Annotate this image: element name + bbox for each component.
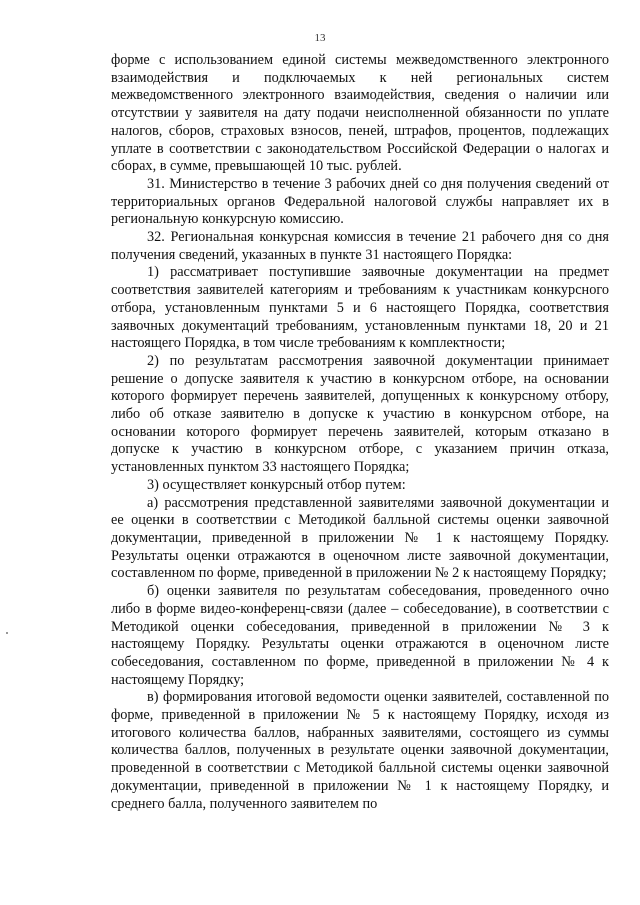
- document-body: [111, 52, 609, 813]
- page-number: 13: [314, 32, 326, 44]
- paragraph-32-item-3: 3) осуществляет конкурсный отбор путем:: [147, 476, 406, 493]
- paragraph-31: 31. Министерство в течение 3 рабочих дней со дня получения сведений от территориальных органов Федеральной налоговой службы направляет их в региональную конкурсную комиссию.: [111, 175, 609, 228]
- paragraph-32-item-3a: а) рассмотрения представленной заявителями заявочной документации и ее оценки в соответствии с Методикой балльной системы оценки заявочной документации, приведенной в приложении № 1 к настоящему Порядку. Результаты оценки отражаются в оценочном листе заявочной документации, составленном по форме, приведенной в приложении № 2 к настоящему Порядку;: [111, 494, 609, 582]
- paragraph-32: 32. Региональная конкурсная комиссия в течение 21 рабочего дня со дня получения сведений, указанных в пункте 31 настоящего Порядка:: [111, 229, 609, 263]
- paragraph-continuation: форме с использованием единой системы межведомственного электронного взаимодействия и подключаемых к ней региональных систем межведомственного электронного взаимодействия, сведения о наличии или отсутствии у заявителя на дату подачи неисполненной обязанности по уплате налогов, сборов, страховых взносов, пеней, штрафов, процентов, подлежащих уплате в соответствии с законодательством Российской Федерации о налогах и сборах, в сумме, превышающей 10 тыс. рублей.: [111, 52, 609, 175]
- paragraph-32-item-3b: б) оценки заявителя по результатам собеседования, проведенного очно либо в форме видео-конференц-связи (далее – собеседование), в соответствии с Методикой оценки собеседования, приведенной в приложении № 3 к настоящему Порядку. Результаты оценки отражаются в оценочном листе собеседования, составленном по форме, приведенной в приложении № 4 к настоящему Порядку;: [111, 583, 609, 688]
- margin-mark: [6, 632, 8, 634]
- paragraph-32-item-2: 2) по результатам рассмотрения заявочной документации принимает решение о допуске заявителя к участию в конкурсном отборе, на основании которого формирует перечень заявителей, допущенных к конкурсному отбору, либо об отказе заявителю в допуске к участию в конкурсном отборе, на основании которого формирует перечень заявителей, которым отказано в допуске к участию в конкурсном отборе, с указанием причин отказа, установленных пунктом 33 настоящего Порядка;: [111, 352, 609, 476]
- paragraph-32-item-1: 1) рассматривает поступившие заявочные документации на предмет соответствия заявителей категориям и требованиям к участникам конкурсного отбора, установленным пунктами 5 и 6 настоящего Порядка, соответствия заявочных документаций требованиям, установленным пунктами 18, 20 и 21 настоящего Порядка, в том числе требованиям к комплектности;: [111, 264, 609, 352]
- paragraph-32-item-3v: в) формирования итоговой ведомости оценки заявителей, составленной по форме, приведенной в приложении № 5 к настоящему Порядку, исходя из итогового количества баллов, набранных заявителями, состоящего из суммы количества баллов, полученных в результате оценки заявочной документации, проведенной в соответствии с Методикой балльной системы оценки заявочной документации, приведенной в приложении № 1 к настоящему Порядку, и среднего балла, полученного заявителем по: [111, 689, 609, 812]
